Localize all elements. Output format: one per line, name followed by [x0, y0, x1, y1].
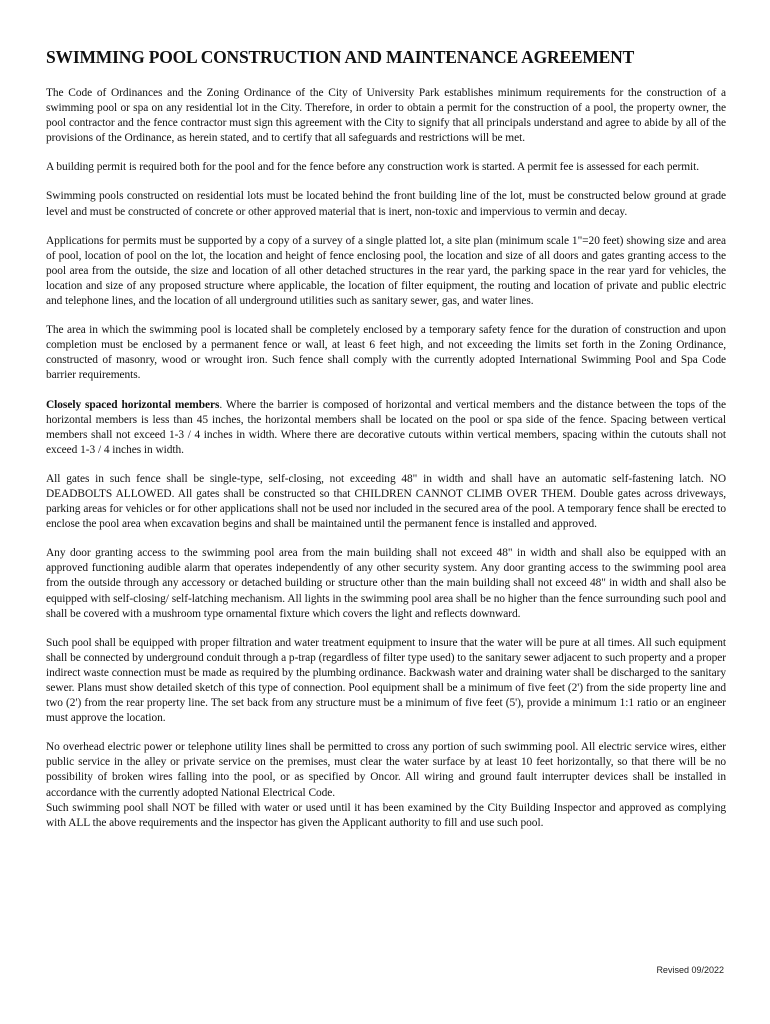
horizontal-members-paragraph: [46, 398, 726, 458]
inspection-paragraph: Such swimming pool shall NOT be filled with water or used until it has been examined by the City Building Inspector and approved as complying with ALL the above requirements and the inspector has given the Applicant authority to fill and use such pool.: [46, 801, 726, 829]
gates-paragraph: All gates in such fence shall be single-type, self-closing, not exceeding 48" in width and shall have an automatic self-fastening latch. NO DEADBOLTS ALLOWED. All gates shall be constructed so that CHILDREN CANNOT CLIMB OVER THEM. Double gates across driveways, parking areas for vehicles or for other applications shall not be used nor included in the secured area of the pool. A temporary fence shall be erected to enclose the pool area when excavation begins and shall be maintained until the permanent fence is installed and approved.: [46, 472, 726, 531]
horizontal-members-heading: Closely spaced horizontal members: [46, 398, 220, 411]
document-page: [46, 46, 726, 845]
page-title: SWIMMING POOL CONSTRUCTION AND MAINTENANCE AGREEMENT: [46, 47, 635, 67]
application-paragraph: Applications for permits must be supported by a copy of a survey of a single platted lot, a site plan (minimum scale 1"=20 feet) showing size and area of pool, location of pool on the lot, the location and height of fence enclosing pool, the location and size of all doors and gates granting access to the pool area from the outside, the size and location of all other detached structures in the rear yard, the parking space in the rear yard for vehicles, the location and size of any proposed structure where applicable, the location of filter equipment, the routing and location of private and public electric and telephone lines, and the location of all underground utilities such as sanitary sewer, gas, and water lines.: [46, 234, 726, 308]
horizontal-members-body: . Where the barrier is composed of horizontal and vertical members and the distance between the tops of the horizontal members is less than 45 inches, the horizontal members shall be located on the pool or spa side of the fence. Spacing between vertical members shall not exceed 1-3 / 4 inches in width. Where there are decorative cutouts within vertical members, spacing within the cutouts shall not exceed 1-3 / 4 inches in width.: [46, 398, 726, 456]
fence-paragraph: The area in which the swimming pool is located shall be completely enclosed by a temporary safety fence for the duration of construction and upon completion must be enclosed by a permanent fence or wall, at least 6 feet high, and not exceeding the limits set forth in the Zoning Ordinance, constructed of masonry, wood or wrought iron. Such fence shall comply with the currently adopted International Swimming Pool and Spa Code barrier requirements.: [46, 324, 726, 382]
intro-paragraph: The Code of Ordinances and the Zoning Ordinance of the City of University Park establishes minimum requirements for the construction of a swimming pool or spa on any residential lot in the City. Therefore, in order to obtain a permit for the construction of a pool, the property owner, the pool contractor and the fence contractor must sign this agreement with the City to signify that all principals understand and agree to abide by all of the provisions of the Ordinance, as herein stated, and to certify that all safeguards and restrictions will be met.: [46, 87, 726, 145]
revision-footer: Revised 09/2022: [656, 965, 724, 975]
door-access-paragraph: Any door granting access to the swimming pool area from the main building shall not exceed 48" in width and shall also be equipped with an approved functioning audible alarm that operates independently of any other security system. Any door granting access to the swimming pool area from the outside through any accessory or detached building or structure other than the main building shall not exceed 48" in width and shall also be equipped with self-closing/ self-latching mechanism. All lights in the swimming pool area shall be no higher than the fence surrounding such pool and shall be covered with a mushroom type ornamental fixture which covers the light and reflects downward.: [46, 547, 726, 620]
permit-paragraph: A building permit is required both for the pool and for the fence before any construction work is started. A permit fee is assessed for each permit.: [46, 161, 700, 174]
electric-lines-paragraph: No overhead electric power or telephone utility lines shall be permitted to cross any portion of such swimming pool. All electric service wires, either public service in the alley or private service on the premises, must clear the water surface by at least 10 feet horizontally, so that there will be no possibility of broken wires falling into the pool, or as specified by Oncor. All wiring and ground fault interrupter devices shall be installed in accordance with the currently adopted National Electrical Code.: [46, 741, 726, 799]
filtration-paragraph: Such pool shall be equipped with proper filtration and water treatment equipment to insure that the water will be pure at all times. All such equipment shall be connected by underground conduit through a p-trap (regardless of filter type used) to the sanitary sewer adjacent to such property and a proper indirect waste connection must be made as required by the plumbing ordinance. Backwash water and draining water shall be discharged to the sanitary sewer. Plans must show detailed sketch of this type of connection. Pool equipment shall be a minimum of five feet (2') from the side property line and two (2') from the rear property line. The set back from any structure must be a minimum of five feet (5'), provide a minimum 1:1 ratio or an engineer must approve the location.: [46, 636, 726, 725]
location-paragraph: Swimming pools constructed on residential lots must be located behind the front building line of the lot, must be constructed below ground at grade level and must be constructed of concrete or other approved material that is inert, non-toxic and impervious to vermin and decay.: [46, 190, 726, 218]
